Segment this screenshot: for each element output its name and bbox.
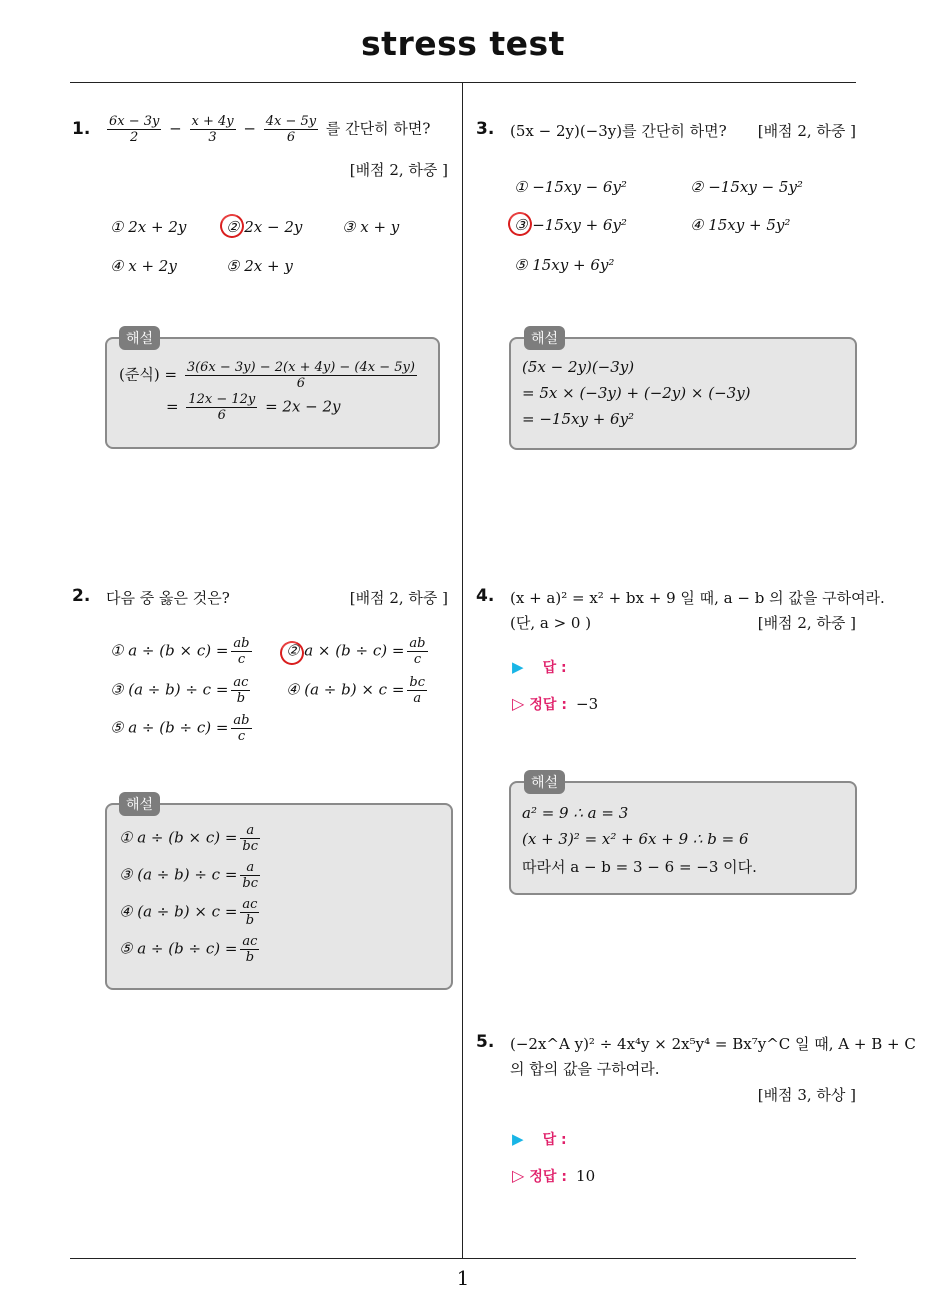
q1-choice-2[interactable]: ② 2x − 2y	[226, 218, 303, 236]
question-4-condition: (단, a > 0 )	[510, 614, 592, 632]
question-4-score: [배점 2, 하중 ]	[757, 614, 856, 632]
question-5-number: 5.	[476, 1032, 495, 1052]
q3-choice-1[interactable]: ① −15xy − 6y²	[514, 178, 627, 196]
q5-correct-row	[512, 1166, 595, 1186]
question-4-number: 4.	[476, 586, 495, 606]
question-5-score: [배점 3, 하상 ]	[757, 1086, 856, 1104]
q2-solution-line-2: ③ (a ÷ b) ÷ c = $\frac{a}{bc}$	[119, 860, 259, 891]
correct-arrow-icon: ▷	[512, 694, 525, 713]
selected-answer-circle-icon	[217, 211, 248, 242]
correct-arrow-icon: ▷	[512, 1166, 525, 1185]
q1-choice-4[interactable]: ④ x + 2y	[110, 257, 177, 275]
q5-answer-row[interactable]	[512, 1129, 567, 1149]
question-2-score: [배점 2, 하중 ]	[349, 589, 448, 607]
question-2-text: 다음 중 옳은 것은?	[106, 589, 230, 607]
question-1-number: 1.	[72, 119, 91, 139]
question-3-text: (5x − 2y)(−3y)를 간단히 하면?	[510, 122, 727, 140]
q1-solution-line-1: (준식) = $\frac{3(6x - 3y) - 2(x + 4y) - (4x - 5y)}{6}$	[119, 360, 415, 391]
footer-rule	[70, 1258, 856, 1259]
q1-solution-tag: 해설	[119, 326, 160, 350]
q2-solution-line-4: ⑤ a ÷ (b ÷ c) = $\frac{ac}{b}$	[119, 934, 258, 965]
q1-solution-line-2: = $\frac{12x - 12y}{6}$ = 2x − 2y	[166, 392, 341, 423]
q2-solution-tag: 해설	[119, 792, 160, 816]
q2-choice-2[interactable]: ② a × (b ÷ c) = $\frac{ab}{c}$	[286, 636, 426, 667]
fraction: $\frac{x + 4y}{3}$	[191, 114, 234, 145]
q3-choice-5[interactable]: ⑤ 15xy + 6y²	[514, 256, 615, 274]
q2-choice-4[interactable]: ④ (a ÷ b) × c = $\frac{bc}{a}$	[286, 675, 426, 706]
page-number: 1	[456, 1266, 470, 1290]
question-4-text: (x + a)² = x² + bx + 9 일 때, a − b 의 값을 구하여라.	[510, 589, 885, 607]
header-rule	[70, 82, 856, 83]
correct-label: 정답 :	[529, 697, 567, 713]
answer-label: 답 :	[542, 660, 567, 676]
q3-solution-tag: 해설	[524, 326, 565, 350]
correct-value: 10	[576, 1167, 596, 1185]
q4-solution-line-3: 따라서 a − b = 3 − 6 = −3 이다.	[522, 858, 757, 876]
q1-choice-5[interactable]: ⑤ 2x + y	[226, 257, 293, 275]
q2-solution-line-3: ④ (a ÷ b) × c = $\frac{ac}{b}$	[119, 897, 258, 928]
answer-arrow-icon: ▶	[512, 658, 524, 676]
q2-choice-1[interactable]: ① a ÷ (b × c) = $\frac{ab}{c}$	[110, 636, 250, 667]
q1-choice-3[interactable]: ③ x + y	[342, 218, 400, 236]
question-5-text: (−2x^A y)² ÷ 4x⁴y × 2x⁵y⁴ = Bx⁷y^C 일 때, A + B + C	[510, 1035, 916, 1053]
question-3-score: [배점 2, 하중 ]	[757, 122, 856, 140]
q3-solution-line-2: = 5x × (−3y) + (−2y) × (−3y)	[522, 384, 751, 402]
fraction: $\frac{4x - 5y}{6}$	[265, 114, 317, 145]
page-title: stress test	[361, 24, 565, 63]
q2-choice-5[interactable]: ⑤ a ÷ (b ÷ c) = $\frac{ab}{c}$	[110, 713, 250, 744]
q2-solution-line-1: ① a ÷ (b × c) = $\frac{a}{bc}$	[119, 823, 259, 854]
q4-correct-row	[512, 694, 598, 714]
question-1-text: $\frac{6x - 3y}{2}$ − $\frac{x + 4y}{3}$ − $\frac{4x - 5y}{6}$ 를 간단히 하면?	[109, 114, 431, 145]
selected-answer-circle-icon	[505, 209, 536, 240]
correct-label: 정답 :	[529, 1169, 567, 1185]
column-divider	[462, 83, 463, 1259]
q4-solution-tag: 해설	[524, 770, 565, 794]
question-5-text-2: 의 합의 값을 구하여라.	[510, 1060, 660, 1078]
q3-choice-4[interactable]: ④ 15xy + 5y²	[690, 216, 791, 234]
q4-answer-row[interactable]	[512, 657, 567, 677]
q3-solution-line-3: = −15xy + 6y²	[522, 410, 635, 428]
q3-solution-line-1: (5x − 2y)(−3y)	[522, 358, 635, 376]
answer-arrow-icon: ▶	[512, 1130, 524, 1148]
q3-choice-3[interactable]: ③ −15xy + 6y²	[514, 216, 627, 234]
question-1-score: [배점 2, 하중 ]	[349, 161, 448, 179]
question-3-number: 3.	[476, 119, 495, 139]
fraction: $\frac{6x - 3y}{2}$	[109, 114, 160, 145]
question-2-number: 2.	[72, 586, 91, 606]
answer-label: 답 :	[542, 1132, 567, 1148]
q1-choice-1[interactable]: ① 2x + 2y	[110, 218, 187, 236]
q4-solution-line-1: a² = 9 ∴ a = 3	[522, 804, 629, 822]
q2-choice-3[interactable]: ③ (a ÷ b) ÷ c = $\frac{ac}{b}$	[110, 675, 249, 706]
correct-value: −3	[576, 695, 599, 713]
q4-solution-line-2: (x + 3)² = x² + 6x + 9 ∴ b = 6	[522, 830, 749, 848]
q3-choice-2[interactable]: ② −15xy − 5y²	[690, 178, 803, 196]
